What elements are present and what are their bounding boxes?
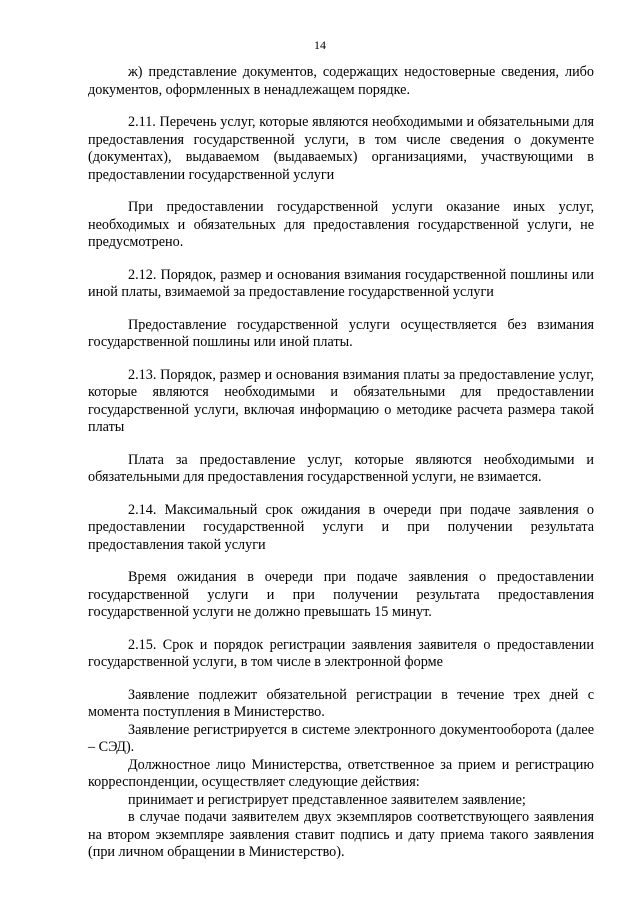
section-heading-2-12: 2.12. Порядок, размер и основания взимания государственной пошлины или иной платы, взимаемой за предоставление государственной услуги — [88, 266, 594, 300]
paragraph: ж) представление документов, содержащих недостоверные сведения, либо документов, оформленных в ненадлежащем порядке. — [88, 64, 594, 98]
paragraph: Должностное лицо Министерства, ответственное за прием и регистрацию корреспонденции, осуществляет следующие действия: — [88, 756, 594, 790]
paragraph: Заявление подлежит обязательной регистрации в течение трех дней с момента поступления в Министерство. — [88, 686, 594, 720]
paragraph: Предоставление государственной услуги осуществляется без взимания государственной пошлины или иной платы. — [88, 316, 594, 350]
page-number: 14 — [314, 38, 326, 52]
paragraph: Заявление регистрируется в системе электронного документооборота (далее – СЭД). — [88, 721, 594, 755]
document-body — [88, 64, 594, 862]
paragraph: Время ожидания в очереди при подаче заявления о предоставлении государственной услуги и при получении результата предоставления государственной услуги не должно превышать 15 минут. — [88, 569, 594, 620]
section-heading-2-14: 2.14. Максимальный срок ожидания в очереди при подаче заявления о предоставлении государственной услуги и при получении результата предоставления такой услуги — [88, 501, 594, 553]
list-item: принимает и регистрирует представленное заявителем заявление; — [128, 791, 526, 808]
paragraph: Плата за предоставление услуг, которые являются необходимыми и обязательными для предоставления государственной услуги, не взимается. — [88, 451, 594, 485]
list-item: в случае подачи заявителем двух экземпляров соответствующего заявления на втором экземпляре заявления ставит подпись и дату приема такого заявления (при личном обращении в Министерство). — [88, 809, 594, 860]
section-heading-2-11: 2.11. Перечень услуг, которые являются необходимыми и обязательными для предоставления государственной услуги, в том числе сведения о документе (документах), выдаваемом (выдаваемых) организациями, участвующими в предоставлении государственной услуги — [88, 114, 594, 183]
section-heading-2-15: 2.15. Срок и порядок регистрации заявления заявителя о предоставлении государственной услуги, в том числе в электронной форме — [88, 636, 594, 670]
section-heading-2-13: 2.13. Порядок, размер и основания взимания платы за предоставление услуг, которые являются необходимыми и обязательными для предоставлении государственной услуги, включая информацию о методике расчета размера такой платы — [88, 366, 594, 435]
paragraph: При предоставлении государственной услуги оказание иных услуг, необходимых и обязательных для предоставления государственной услуги, не предусмотрено. — [88, 199, 594, 250]
registration-block — [88, 687, 594, 862]
